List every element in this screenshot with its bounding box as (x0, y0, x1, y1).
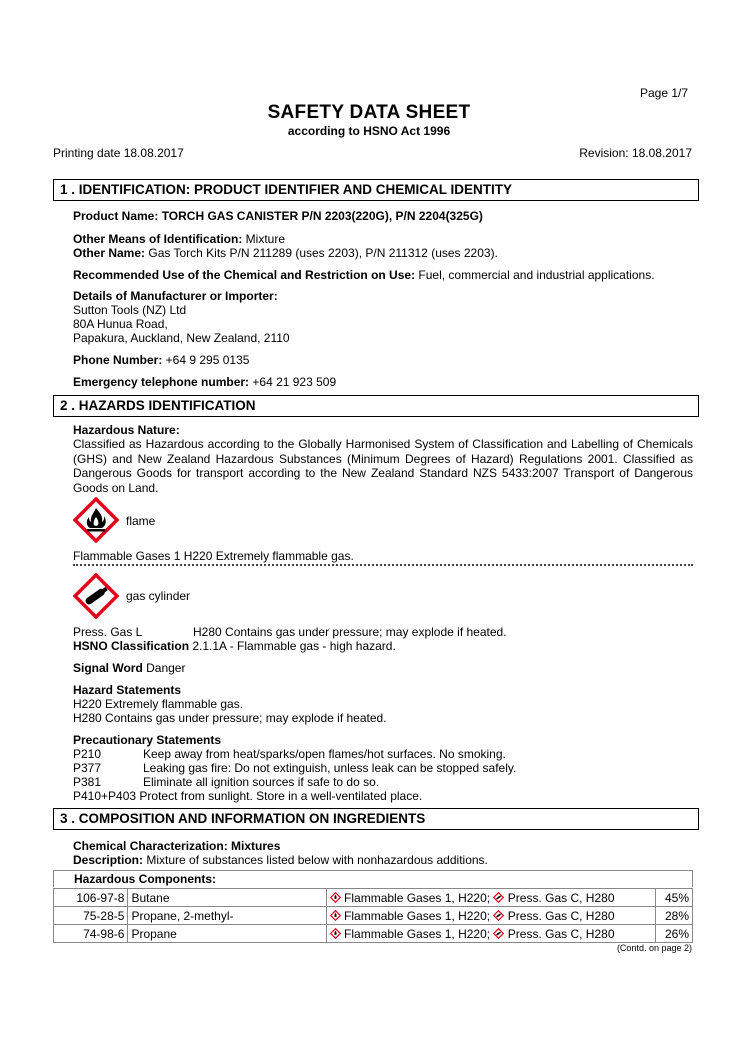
cas-number: 106-97-8 (54, 889, 128, 907)
revision-date: Revision: 18.08.2017 (579, 146, 692, 160)
pressure-code: H280 Contains gas under pressure; may explode if heated. (193, 625, 507, 639)
other-means (73, 232, 285, 246)
table-row (54, 925, 693, 943)
page-number: Page 1/7 (640, 86, 689, 100)
precautionary-code: P377 (73, 761, 102, 775)
precautionary-text: Protect from sunlight. Store in a well-ventilated place. (139, 789, 423, 803)
gas-cylinder-icon (493, 892, 504, 903)
printing-date: Printing date 18.08.2017 (53, 146, 184, 160)
precautionary-code: P381 (73, 775, 102, 789)
table-row (54, 907, 693, 925)
manufacturer-label: Details of Manufacturer or Importer: (73, 289, 278, 303)
component-percentage: 45% (655, 889, 692, 907)
precautionary-code: P210 (73, 747, 102, 761)
component-name: Propane, 2-methyl- (128, 907, 326, 925)
section-3-heading: 3 . COMPOSITION AND INFORMATION ON INGREDIENTS (53, 808, 699, 830)
classification-2: Press. Gas C, H280 (507, 908, 615, 923)
hsno-value: 2.1.1A - Flammable gas - high hazard. (189, 639, 396, 653)
flame-icon (330, 892, 341, 903)
pressure-class: Press. Gas L (73, 625, 143, 639)
precautionary-text: Leaking gas fire: Do not extinguish, unless leak can be stopped safely. (143, 761, 517, 775)
phone-number (73, 353, 249, 367)
recommended-use-label: Recommended Use of the Chemical and Restriction on Use: (73, 268, 416, 282)
product-name-value: TORCH GAS CANISTER P/N 2203(220G), P/N 2204(325G) (158, 209, 483, 223)
signal-word-value: Danger (142, 661, 186, 675)
description-value: Mixture of substances listed below with nonhazardous additions. (143, 853, 488, 867)
phone-label: Phone Number: (73, 353, 163, 367)
emergency-value: +64 21 923 509 (249, 375, 337, 389)
other-name-label: Other Name: (73, 246, 146, 260)
flame-icon (330, 928, 341, 939)
other-means-label: Other Means of Identification: (73, 232, 243, 246)
classification-1: Flammable Gases 1, H220; (344, 926, 491, 941)
cas-number: 74-98-6 (54, 925, 128, 943)
chemical-characterization: Chemical Characterization: Mixtures (73, 839, 281, 853)
description-label: Description: (73, 853, 144, 867)
manufacturer-line-3: Papakura, Auckland, New Zealand, 2110 (73, 331, 290, 345)
hazardous-components-label: Hazardous Components: (53, 870, 693, 887)
other-means-value: Mixture (242, 232, 286, 246)
hazardous-nature-text: Classified as Hazardous according to the Globally Harmonised System of Classification and Labelling of Chemicals (GHS) and New Zealand Hazardous Substances (Minimum Degrees of Hazard) Regulations 2001. Classified as Dangerous Goods for transport according to the New Zealand Standard NZS 5433:2007 Transport of Dangerous Goods on Land. (73, 437, 693, 495)
other-name-value: Gas Torch Kits P/N 211289 (uses 2203), P/N 211312 (uses 2203). (145, 246, 498, 260)
components-table (53, 888, 693, 943)
emergency-phone (73, 375, 336, 389)
gas-cylinder-label: gas cylinder (126, 589, 191, 603)
continued-note: (Contd. on page 2) (616, 943, 692, 953)
phone-value: +64 9 295 0135 (162, 353, 250, 367)
component-name: Butane (128, 889, 326, 907)
hazard-statement: H220 Extremely flammable gas. (73, 697, 244, 711)
precautionary-code: P410+P403 (73, 789, 137, 803)
description (73, 853, 488, 867)
section-2-heading: 2 . HAZARDS IDENTIFICATION (53, 395, 699, 417)
hazardous-nature-label: Hazardous Nature: (73, 423, 180, 437)
recommended-use (73, 268, 655, 282)
hsno-classification (73, 639, 396, 653)
hazard-statement: H280 Contains gas under pressure; may explode if heated. (73, 711, 387, 725)
gas-cylinder-icon (493, 910, 504, 921)
classification-2: Press. Gas C, H280 (507, 890, 615, 905)
precautionary-text: Keep away from heat/sparks/open flames/hot surfaces. No smoking. (143, 747, 506, 761)
component-percentage: 28% (655, 907, 692, 925)
document-subtitle: according to HSNO Act 1996 (287, 124, 451, 138)
recommended-use-value: Fuel, commercial and industrial applications. (415, 268, 655, 282)
precautionary-label: Precautionary Statements (73, 733, 222, 747)
component-percentage: 26% (655, 925, 692, 943)
flame-icon (330, 910, 341, 921)
signal-word (73, 661, 185, 675)
component-classification (326, 925, 655, 943)
classification-1: Flammable Gases 1, H220; (344, 908, 491, 923)
other-name (73, 246, 498, 260)
signal-word-label: Signal Word (73, 661, 143, 675)
product-name-label: Product Name: (73, 209, 159, 223)
precautionary-statement (73, 747, 506, 761)
document-title: SAFETY DATA SHEET (267, 102, 471, 123)
classification-2: Press. Gas C, H280 (507, 926, 615, 941)
precautionary-statement (73, 775, 379, 789)
dotted-divider (73, 564, 693, 566)
section-1-heading: 1 . IDENTIFICATION: PRODUCT IDENTIFIER AND CHEMICAL IDENTITY (53, 179, 699, 201)
manufacturer-line-1: Sutton Tools (NZ) Ltd (73, 303, 187, 317)
table-row (54, 889, 693, 907)
flammable-classification: Flammable Gases 1 H220 Extremely flammable gas. (73, 549, 354, 563)
emergency-label: Emergency telephone number: (73, 375, 250, 389)
precautionary-statement (73, 789, 422, 803)
classification-1: Flammable Gases 1, H220; (344, 890, 491, 905)
component-classification (326, 907, 655, 925)
flame-icon (73, 497, 119, 543)
precautionary-text: Eliminate all ignition sources if safe to do so. (143, 775, 380, 789)
component-classification (326, 889, 655, 907)
component-name: Propane (128, 925, 326, 943)
product-name (73, 209, 483, 223)
precautionary-statement (73, 761, 516, 775)
cas-number: 75-28-5 (54, 907, 128, 925)
gas-cylinder-icon (493, 928, 504, 939)
flame-label: flame (126, 514, 156, 528)
manufacturer-line-2: 80A Hunua Road, (73, 317, 168, 331)
hsno-label: HSNO Classification (73, 639, 190, 653)
hazard-statements-label: Hazard Statements (73, 683, 182, 697)
pressure-classification (73, 625, 507, 639)
gas-cylinder-icon (73, 573, 119, 619)
